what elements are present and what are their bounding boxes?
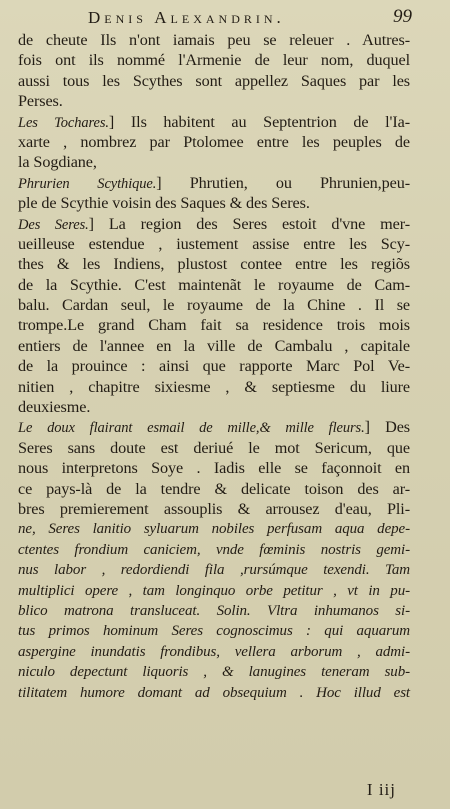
text-line bbox=[18, 662, 410, 682]
line-text: aussi tous les Scythes sont appellez Saques par les bbox=[18, 71, 410, 90]
text-line bbox=[18, 581, 410, 601]
text-line bbox=[18, 275, 410, 295]
line-text: aspergine inundatis frondibus, vellera arborum , admi- bbox=[18, 643, 410, 660]
line-text: niculo depectunt liquoris , & lanugines teneram sub- bbox=[18, 664, 410, 681]
lemma-marker: Phrurien Scythique. bbox=[18, 175, 157, 192]
line-text: fois ont ils nommé l'Armenie de leur nom, duquel bbox=[18, 51, 410, 70]
line-text: nus labor , redordiendi fila ,rursúmque texendi. Tam bbox=[18, 562, 410, 579]
line-text: ] Des bbox=[364, 418, 410, 437]
line-text: Seres sans doute est deriué le mot Sericum, que bbox=[18, 438, 410, 457]
line-text: de cheute Ils n'ont iamais peu se releuer . Autres- bbox=[18, 31, 410, 49]
text-line bbox=[18, 397, 410, 417]
lemma-marker: Le doux flairant esmail de mille,& mille fleurs. bbox=[18, 420, 365, 437]
text-line bbox=[18, 112, 410, 132]
line-text: ple de Scythie voisin des Saques & des Seres. bbox=[18, 194, 310, 213]
line-text: xarte , nombrez par Ptolomee entre les peuples de bbox=[18, 132, 410, 151]
text-line bbox=[18, 417, 410, 437]
text-line bbox=[18, 132, 410, 152]
line-text: deuxiesme. bbox=[18, 398, 91, 417]
line-text: Perses. bbox=[18, 92, 63, 111]
line-text: ] Phrutien, ou Phrunien,peu- bbox=[156, 173, 410, 192]
line-text: bres premierement assouplis & arrousez d'eau, Pli- bbox=[18, 499, 410, 518]
line-text: la Sogdiane, bbox=[18, 153, 97, 172]
text-line bbox=[18, 295, 410, 315]
text-line bbox=[18, 214, 410, 234]
text-line bbox=[18, 519, 410, 539]
line-text: de la prouince : ainsi que rapporte Marc Pol Ve- bbox=[18, 357, 410, 376]
text-line bbox=[18, 336, 410, 356]
text-line bbox=[18, 315, 410, 335]
lemma-marker: Les Tochares. bbox=[18, 114, 109, 131]
line-text: blico matrona transluceat. Solin. Vltra inhumanos si- bbox=[18, 602, 410, 619]
text-line bbox=[18, 458, 410, 478]
text-line bbox=[18, 50, 410, 70]
line-text: trompe.Le grand Cham fait sa residence trois mois bbox=[18, 316, 410, 335]
text-line bbox=[18, 152, 410, 172]
text-line bbox=[18, 601, 410, 621]
line-text: ueilleuse estendue , iustement assise entre les Scy- bbox=[18, 234, 410, 253]
text-line bbox=[18, 377, 410, 397]
text-line bbox=[18, 642, 410, 662]
line-text: tus primos hominum Seres cognoscimus : qui aquarum bbox=[18, 623, 410, 640]
text-line bbox=[18, 91, 410, 111]
text-line bbox=[18, 438, 410, 458]
text-line bbox=[18, 499, 410, 519]
line-text: multiplici opere , tam longinquo orbe petitur , vt in pu- bbox=[18, 582, 410, 599]
text-line bbox=[18, 356, 410, 376]
signature-mark: I iij bbox=[366, 780, 396, 799]
line-text: entiers de l'annee en la ville de Cambalu , capitale bbox=[18, 336, 410, 355]
line-text: nous interpretons Soye . Iadis elle se façonnoit en bbox=[18, 459, 410, 478]
text-line bbox=[18, 621, 410, 641]
text-line bbox=[18, 540, 410, 560]
page-number: 99 bbox=[393, 6, 412, 27]
body-text bbox=[18, 30, 410, 703]
text-line bbox=[18, 560, 410, 580]
text-line bbox=[18, 234, 410, 254]
lemma-marker: Des Seres. bbox=[18, 216, 89, 233]
line-text: ] Ils habitent au Septentrion de l'Ia- bbox=[108, 112, 410, 131]
line-text: ne, Seres lanitio syluarum nobiles perfusam aqua depe- bbox=[18, 521, 410, 538]
text-line bbox=[18, 193, 410, 213]
line-text: nitien , chapitre sixiesme , & septiesme du liure bbox=[18, 377, 410, 396]
text-line bbox=[18, 479, 410, 499]
line-text: ctentes frondium caniciem, vnde fœminis nostris gemi- bbox=[18, 541, 410, 558]
text-line bbox=[18, 30, 410, 50]
line-text: ] La region des Seres estoit d'vne mer- bbox=[88, 214, 410, 233]
text-line bbox=[18, 71, 410, 91]
text-line bbox=[18, 254, 410, 274]
line-text: balu. Cardan seul, le royaume de la Chine . Il se bbox=[18, 296, 410, 315]
text-line bbox=[18, 173, 410, 193]
line-text: ce pays-là de la tendre & delicate toison des ar- bbox=[18, 479, 410, 498]
line-text: thes & les Indiens, plustost contee entre les regiõs bbox=[18, 255, 410, 274]
line-text: de la Scythie. C'est maintenãt le royaume de Cam- bbox=[18, 275, 410, 294]
running-head: Denis Alexandrin. bbox=[88, 8, 285, 27]
line-text: tilitatem humore domant ad obsequium . Hoc illud est bbox=[18, 684, 410, 701]
text-line bbox=[18, 683, 410, 703]
